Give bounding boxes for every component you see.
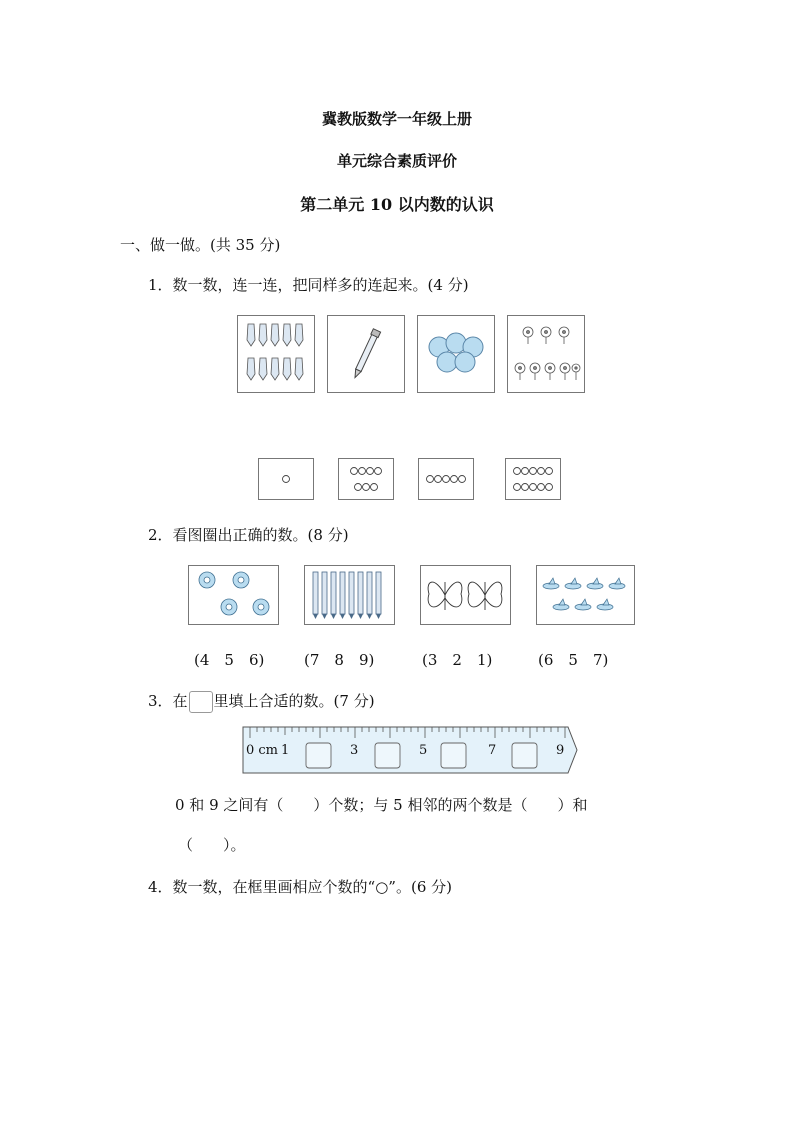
ruler-blank-2 xyxy=(306,743,331,768)
q3-text xyxy=(148,690,375,713)
section-heading: 一、做一做。(共 35 分) xyxy=(120,236,281,254)
pencil-icon xyxy=(305,566,394,624)
q3-text-before: 3．在 xyxy=(148,692,188,710)
ruler xyxy=(242,726,578,774)
dots-icon xyxy=(506,459,560,499)
feather-group-icon xyxy=(238,316,314,392)
ruler-icon xyxy=(242,726,578,774)
unit-title: 第二单元 10 以内数的认识 xyxy=(300,195,494,214)
book-title: 冀教版数学一年级上册 xyxy=(321,110,472,128)
q2-picture-airplanes xyxy=(536,565,635,625)
dots-icon xyxy=(259,459,313,499)
q1-text: 1．数一数，连一连，把同样多的连起来。(4 分) xyxy=(148,276,469,294)
assessment-title: 单元综合素质评价 xyxy=(336,152,457,170)
q2-option-1[interactable]: (4 5 6) xyxy=(194,651,265,669)
q4-text: 4．数一数，在框里画相应个数的“○”。(6 分) xyxy=(148,878,452,896)
q3-fill-line-2[interactable]: （ ）。 xyxy=(178,836,246,854)
q2-text: 2．看图圈出正确的数。(8 分) xyxy=(148,526,349,544)
blank-box-sample xyxy=(189,691,213,713)
dots-icon xyxy=(419,459,473,499)
circles-icon xyxy=(418,316,494,392)
ruler-label-3: 3 xyxy=(350,743,359,758)
airplane-icon xyxy=(537,566,634,624)
ruler-label-5: 5 xyxy=(419,743,428,758)
dots-icon xyxy=(339,459,393,499)
q1-picture-pen[interactable] xyxy=(327,315,405,393)
q1-dot-card-7[interactable] xyxy=(338,458,394,500)
q2-picture-butterflies xyxy=(420,565,511,625)
ruler-label-9: 9 xyxy=(556,743,565,758)
ruler-label-1: 1 xyxy=(281,743,290,758)
q2-picture-pencils xyxy=(304,565,395,625)
butterfly-icon xyxy=(421,566,510,624)
ruler-label-7: 7 xyxy=(488,743,497,758)
q3-text-after: 里填上合适的数。(7 分) xyxy=(213,692,375,710)
q1-dot-card-10[interactable] xyxy=(505,458,561,500)
ruler-blank-8 xyxy=(512,743,537,768)
q1-picture-feathers[interactable] xyxy=(237,315,315,393)
q1-picture-flowers[interactable] xyxy=(507,315,585,393)
q1-picture-circles[interactable] xyxy=(417,315,495,393)
flower-group-icon xyxy=(508,316,584,392)
q2-picture-flowers xyxy=(188,565,279,625)
ruler-blank-6 xyxy=(441,743,466,768)
ruler-blank-4 xyxy=(375,743,400,768)
q2-option-3[interactable]: (3 2 1) xyxy=(422,651,493,669)
q1-dot-card-5[interactable] xyxy=(418,458,474,500)
q2-option-4[interactable]: (6 5 7) xyxy=(538,651,609,669)
ruler-label-0cm: 0 cm xyxy=(246,743,279,758)
flower-icon xyxy=(189,566,278,624)
q3-fill-line-1[interactable]: 0 和 9 之间有（ ）个数；与 5 相邻的两个数是（ ）和 xyxy=(175,796,588,814)
pen-icon xyxy=(328,316,404,392)
q2-option-2[interactable]: (7 8 9) xyxy=(304,651,375,669)
q1-dot-card-1[interactable] xyxy=(258,458,314,500)
